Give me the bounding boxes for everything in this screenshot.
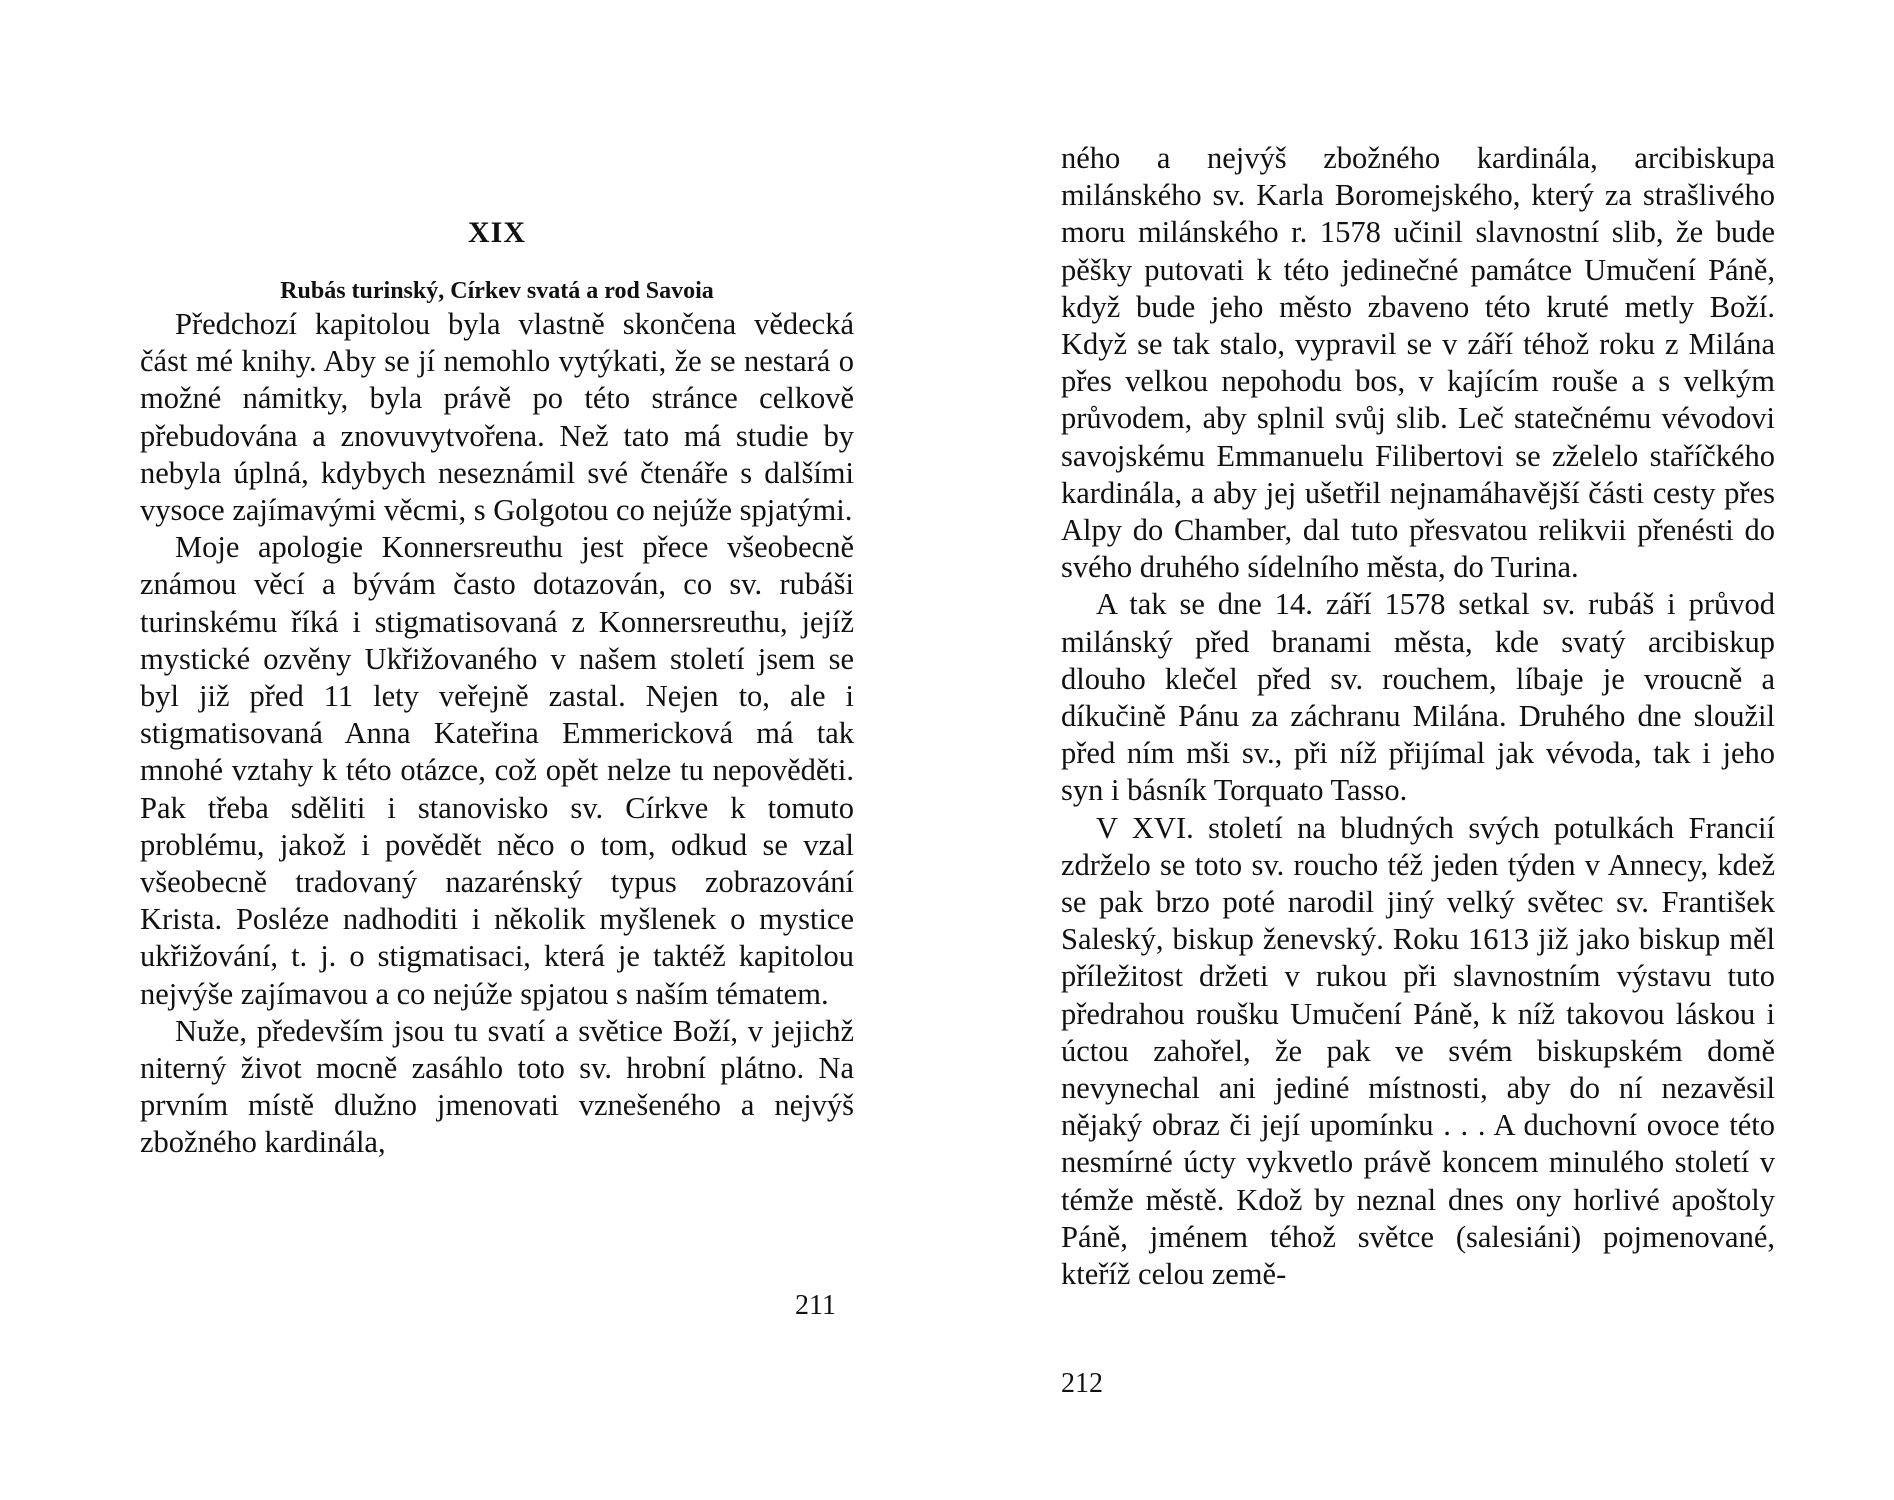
chapter-number: XIX	[467, 216, 526, 249]
page-number: 212	[1061, 1368, 1103, 1399]
paragraph: Předchozí kapitolou byla vlastně skončena vědecká část mé knihy. Aby se jí nemohlo vytýkati, že se nestará o možné námitky, byla právě po této stránce celkově přebudována a znovuvytvořena. Než tato má studie by nebyla úplná, kdybych neseznámil své čtenáře s dalšími vysoce zajímavými věcmi, s Golgotou co nejúže spjatými.	[140, 307, 854, 528]
right-page-text	[1061, 140, 1775, 1293]
paragraph: Moje apologie Konnersreuthu jest přece všeobecně známou věcí a bývám často dotazován, co sv. rubáši turinskému říká i stigmatisovaná z Konnersreuthu, jejíž mystické ozvěny Ukřižovaného v našem století jsem se byl již před 11 lety veřejně zastal. Nejen to, ale i stigmatisovaná Anna Kateřina Emmericková má tak mnohé vztahy k této otázce, což opět nelze tu nepověděti. Pak třeba sděliti i stanovisko sv. Církve k tomuto problému, jakož i povědět něco o tom, odkud se vzal všeobecně tradovaný nazarénský typus zobrazování Krista. Posléze nadhoditi i několik myšlenek o mystice ukřižování, t. j. o stigmatisaci, která je taktéž kapitolou nejvýše zajímavou a co nejúže spjatou s naším tématem.	[140, 530, 854, 1011]
left-page-text	[140, 306, 854, 1162]
right-page	[947, 0, 1894, 1500]
page-number: 211	[795, 1290, 836, 1321]
paragraph: ného a nejvýš zbožného kardinála, arcibiskupa milánského sv. Karla Boromejského, který za strašlivého moru milánského r. 1578 učinil slavnostní slib, že bude pěšky putovati k této jedinečné památce Umučení Páně, když bude jeho město zbaveno této kruté metly Boží. Když se tak stalo, vypravil se v září téhož roku z Milána přes velkou nepohodu bos, v kajícím rouše a s velkým průvodem, aby splnil svůj slib. Leč statečnému vévodovi savojskému Emmanuelu Filibertovi se zželelo staříčkého kardinála, a aby jej ušetřil nejnamáhavější části cesty přes Alpy do Chamber, dal tuto přesvatou relikvii přenésti do svého druhého sídelního města, do Turina.	[1061, 141, 1775, 585]
paragraph: Nuže, především jsou tu svatí a světice Boží, v jejichž niterný život mocně zasáhlo toto sv. hrobní plátno. Na prvním místě dlužno jmenovati vznešeného a nejvýš zbožného kardinála,	[140, 1013, 854, 1160]
paragraph: V XVI. století na bludných svých potulkách Francií zdrželo se toto sv. roucho též jeden týden v Annecy, kdež se pak brzo poté narodil jiný velký světec sv. František Saleský, biskup ženevský. Roku 1613 již jako biskup měl příležitost držeti v rukou při slavnostním výstavu tuto předrahou roušku Umučení Páně, k níž takovou láskou i úctou zahořel, že pak ve svém biskupském domě nevynechal ani jediné místnosti, aby do ní nezavěsil nějaký obraz či její upomínku . . . A duchovní ovoce této nesmírné úcty vykvetlo právě koncem minulého století v témže městě. Kdož by neznal dnes ony horlivé apoštoly Páně, jménem téhož světce (salesiáni) pojmenované, kteříž celou země-	[1061, 810, 1775, 1292]
paragraph: A tak se dne 14. září 1578 setkal sv. rubáš i průvod milánský před branami města, kde svatý arcibiskup dlouho klečel před sv. rouchem, líbaje je vroucně a díkučině Pánu za záchranu Milána. Druhého dne sloužil před ním mši sv., při níž přijímal jak vévoda, tak i jeho syn i básník Torquato Tasso.	[1061, 587, 1775, 808]
chapter-title: Rubás turinský, Církev svatá a rod Savoia	[280, 278, 714, 304]
